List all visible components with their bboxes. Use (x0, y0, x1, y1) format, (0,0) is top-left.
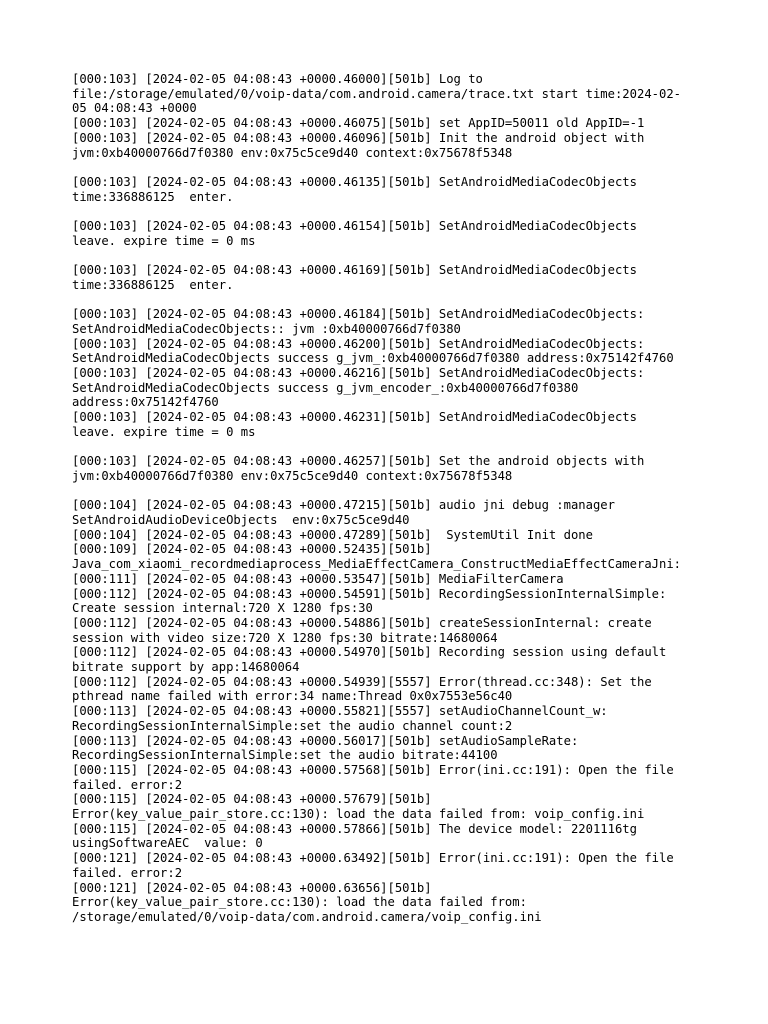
log-line: [000:112] [2024-02-05 04:08:43 +0000.54970][501b] Recording session using default (72, 645, 667, 660)
log-line: bitrate support by app:14680064 (72, 660, 300, 675)
log-line: Error(key_value_pair_store.cc:130): load the data failed from: (72, 895, 527, 910)
log-line (72, 440, 712, 455)
log-line: address:0x75142f4760 (72, 395, 219, 410)
log-line: SetAndroidMediaCodecObjects success g_jvm_:0xb40000766d7f0380 address:0x75142f4760 (72, 351, 674, 366)
log-line: Java_com_xiaomi_recordmediaprocess_MediaEffectCamera_ConstructMediaEffectCameraJni: (72, 557, 682, 572)
log-line: [000:103] [2024-02-05 04:08:43 +0000.46257][501b] Set the android objects with (72, 454, 645, 469)
log-line (72, 204, 712, 219)
log-line: [000:113] [2024-02-05 04:08:43 +0000.56017][501b] setAudioSampleRate: (72, 733, 579, 748)
log-line: leave. expire time = 0 ms (72, 233, 256, 248)
log-line: jvm:0xb40000766d7f0380 env:0x75c5ce9d40 context:0x75678f5348 (72, 468, 513, 483)
log-line: [000:103] [2024-02-05 04:08:43 +0000.46154][501b] SetAndroidMediaCodecObjects (72, 219, 637, 233)
log-line: RecordingSessionInternalSimple:set the audio channel count:2 (72, 718, 513, 733)
log-line: session with video size:720 X 1280 fps:30 bitrate:14680064 (72, 630, 498, 645)
log-line: failed. error:2 (72, 865, 183, 880)
log-line: [000:104] [2024-02-05 04:08:43 +0000.47289][501b] SystemUtil Init done (72, 527, 593, 542)
log-line: [000:104] [2024-02-05 04:08:43 +0000.47215][501b] audio jni debug :manager (72, 498, 615, 513)
log-line: time:336886125 enter. (72, 189, 234, 204)
log-line: [000:103] [2024-02-05 04:08:43 +0000.46075][501b] set AppID=50011 old AppID=-1 (72, 116, 645, 131)
log-line: [000:112] [2024-02-05 04:08:43 +0000.54939][5557] Error(thread.cc:348): Set the (72, 674, 652, 689)
log-line: failed. error:2 (72, 777, 183, 792)
log-line: [000:115] [2024-02-05 04:08:43 +0000.57866][501b] The device model: 2201116tg (72, 821, 637, 836)
log-line: SetAndroidMediaCodecObjects:: jvm :0xb40000766d7f0380 (72, 321, 461, 336)
log-line: file:/storage/emulated/0/voip-data/com.android.camera/trace.txt start time:2024-02- (72, 86, 682, 101)
log-line (72, 293, 712, 308)
log-line: [000:109] [2024-02-05 04:08:43 +0000.52435][501b] (72, 542, 432, 557)
log-line (72, 248, 712, 263)
log-line: 05 04:08:43 +0000 (72, 101, 197, 116)
log-line: [000:121] [2024-02-05 04:08:43 +0000.63656][501b] (72, 880, 432, 895)
log-line: Create session internal:720 X 1280 fps:30 (72, 601, 373, 616)
log-line: [000:115] [2024-02-05 04:08:43 +0000.57679][501b] (72, 792, 432, 807)
log-line: time:336886125 enter. (72, 277, 234, 292)
log-line: [000:112] [2024-02-05 04:08:43 +0000.54886][501b] createSessionInternal: create (72, 615, 652, 630)
log-line: [000:103] [2024-02-05 04:08:43 +0000.46135][501b] SetAndroidMediaCodecObjects (72, 174, 637, 189)
log-line: [000:111] [2024-02-05 04:08:43 +0000.53547][501b] MediaFilterCamera (72, 571, 564, 586)
log-line: SetAndroidMediaCodecObjects success g_jvm_encoder_:0xb40000766d7f0380 (72, 380, 579, 395)
log-line: pthread name failed with error:34 name:Thread 0x0x7553e56c40 (72, 689, 513, 704)
log-line: SetAndroidAudioDeviceObjects env:0x75c5ce9d40 (72, 513, 410, 527)
log-line: [000:103] [2024-02-05 04:08:43 +0000.46169][501b] SetAndroidMediaCodecObjects (72, 263, 637, 278)
log-line: [000:103] [2024-02-05 04:08:43 +0000.46200][501b] SetAndroidMediaCodecObjects: (72, 336, 645, 351)
log-line: [000:115] [2024-02-05 04:08:43 +0000.57568][501b] Error(ini.cc:191): Open the file (72, 762, 674, 777)
log-line: [000:103] [2024-02-05 04:08:43 +0000.46096][501b] Init the android object with (72, 130, 645, 145)
log-line (72, 160, 712, 175)
log-line: [000:103] [2024-02-05 04:08:43 +0000.46231][501b] SetAndroidMediaCodecObjects (72, 410, 637, 425)
log-line: [000:103] [2024-02-05 04:08:43 +0000.46000][501b] Log to (72, 72, 483, 86)
log-line: [000:113] [2024-02-05 04:08:43 +0000.55821][5557] setAudioChannelCount_w: (72, 704, 608, 719)
log-line: Error(key_value_pair_store.cc:130): load the data failed from: voip_config.ini (72, 807, 645, 822)
log-line (72, 484, 712, 499)
log-line: usingSoftwareAEC value: 0 (72, 836, 263, 851)
log-text-body (72, 72, 712, 925)
log-line: leave. expire time = 0 ms (72, 424, 256, 439)
log-line: [000:112] [2024-02-05 04:08:43 +0000.54591][501b] RecordingSessionInternalSimple: (72, 586, 667, 601)
log-line: [000:103] [2024-02-05 04:08:43 +0000.46184][501b] SetAndroidMediaCodecObjects: (72, 307, 645, 322)
log-line: [000:121] [2024-02-05 04:08:43 +0000.63492][501b] Error(ini.cc:191): Open the file (72, 851, 674, 866)
log-line: RecordingSessionInternalSimple:set the audio bitrate:44100 (72, 748, 498, 763)
log-line: jvm:0xb40000766d7f0380 env:0x75c5ce9d40 context:0x75678f5348 (72, 145, 513, 160)
log-line: /storage/emulated/0/voip-data/com.android.camera/voip_config.ini (72, 909, 542, 924)
log-line: [000:103] [2024-02-05 04:08:43 +0000.46216][501b] SetAndroidMediaCodecObjects: (72, 366, 645, 380)
